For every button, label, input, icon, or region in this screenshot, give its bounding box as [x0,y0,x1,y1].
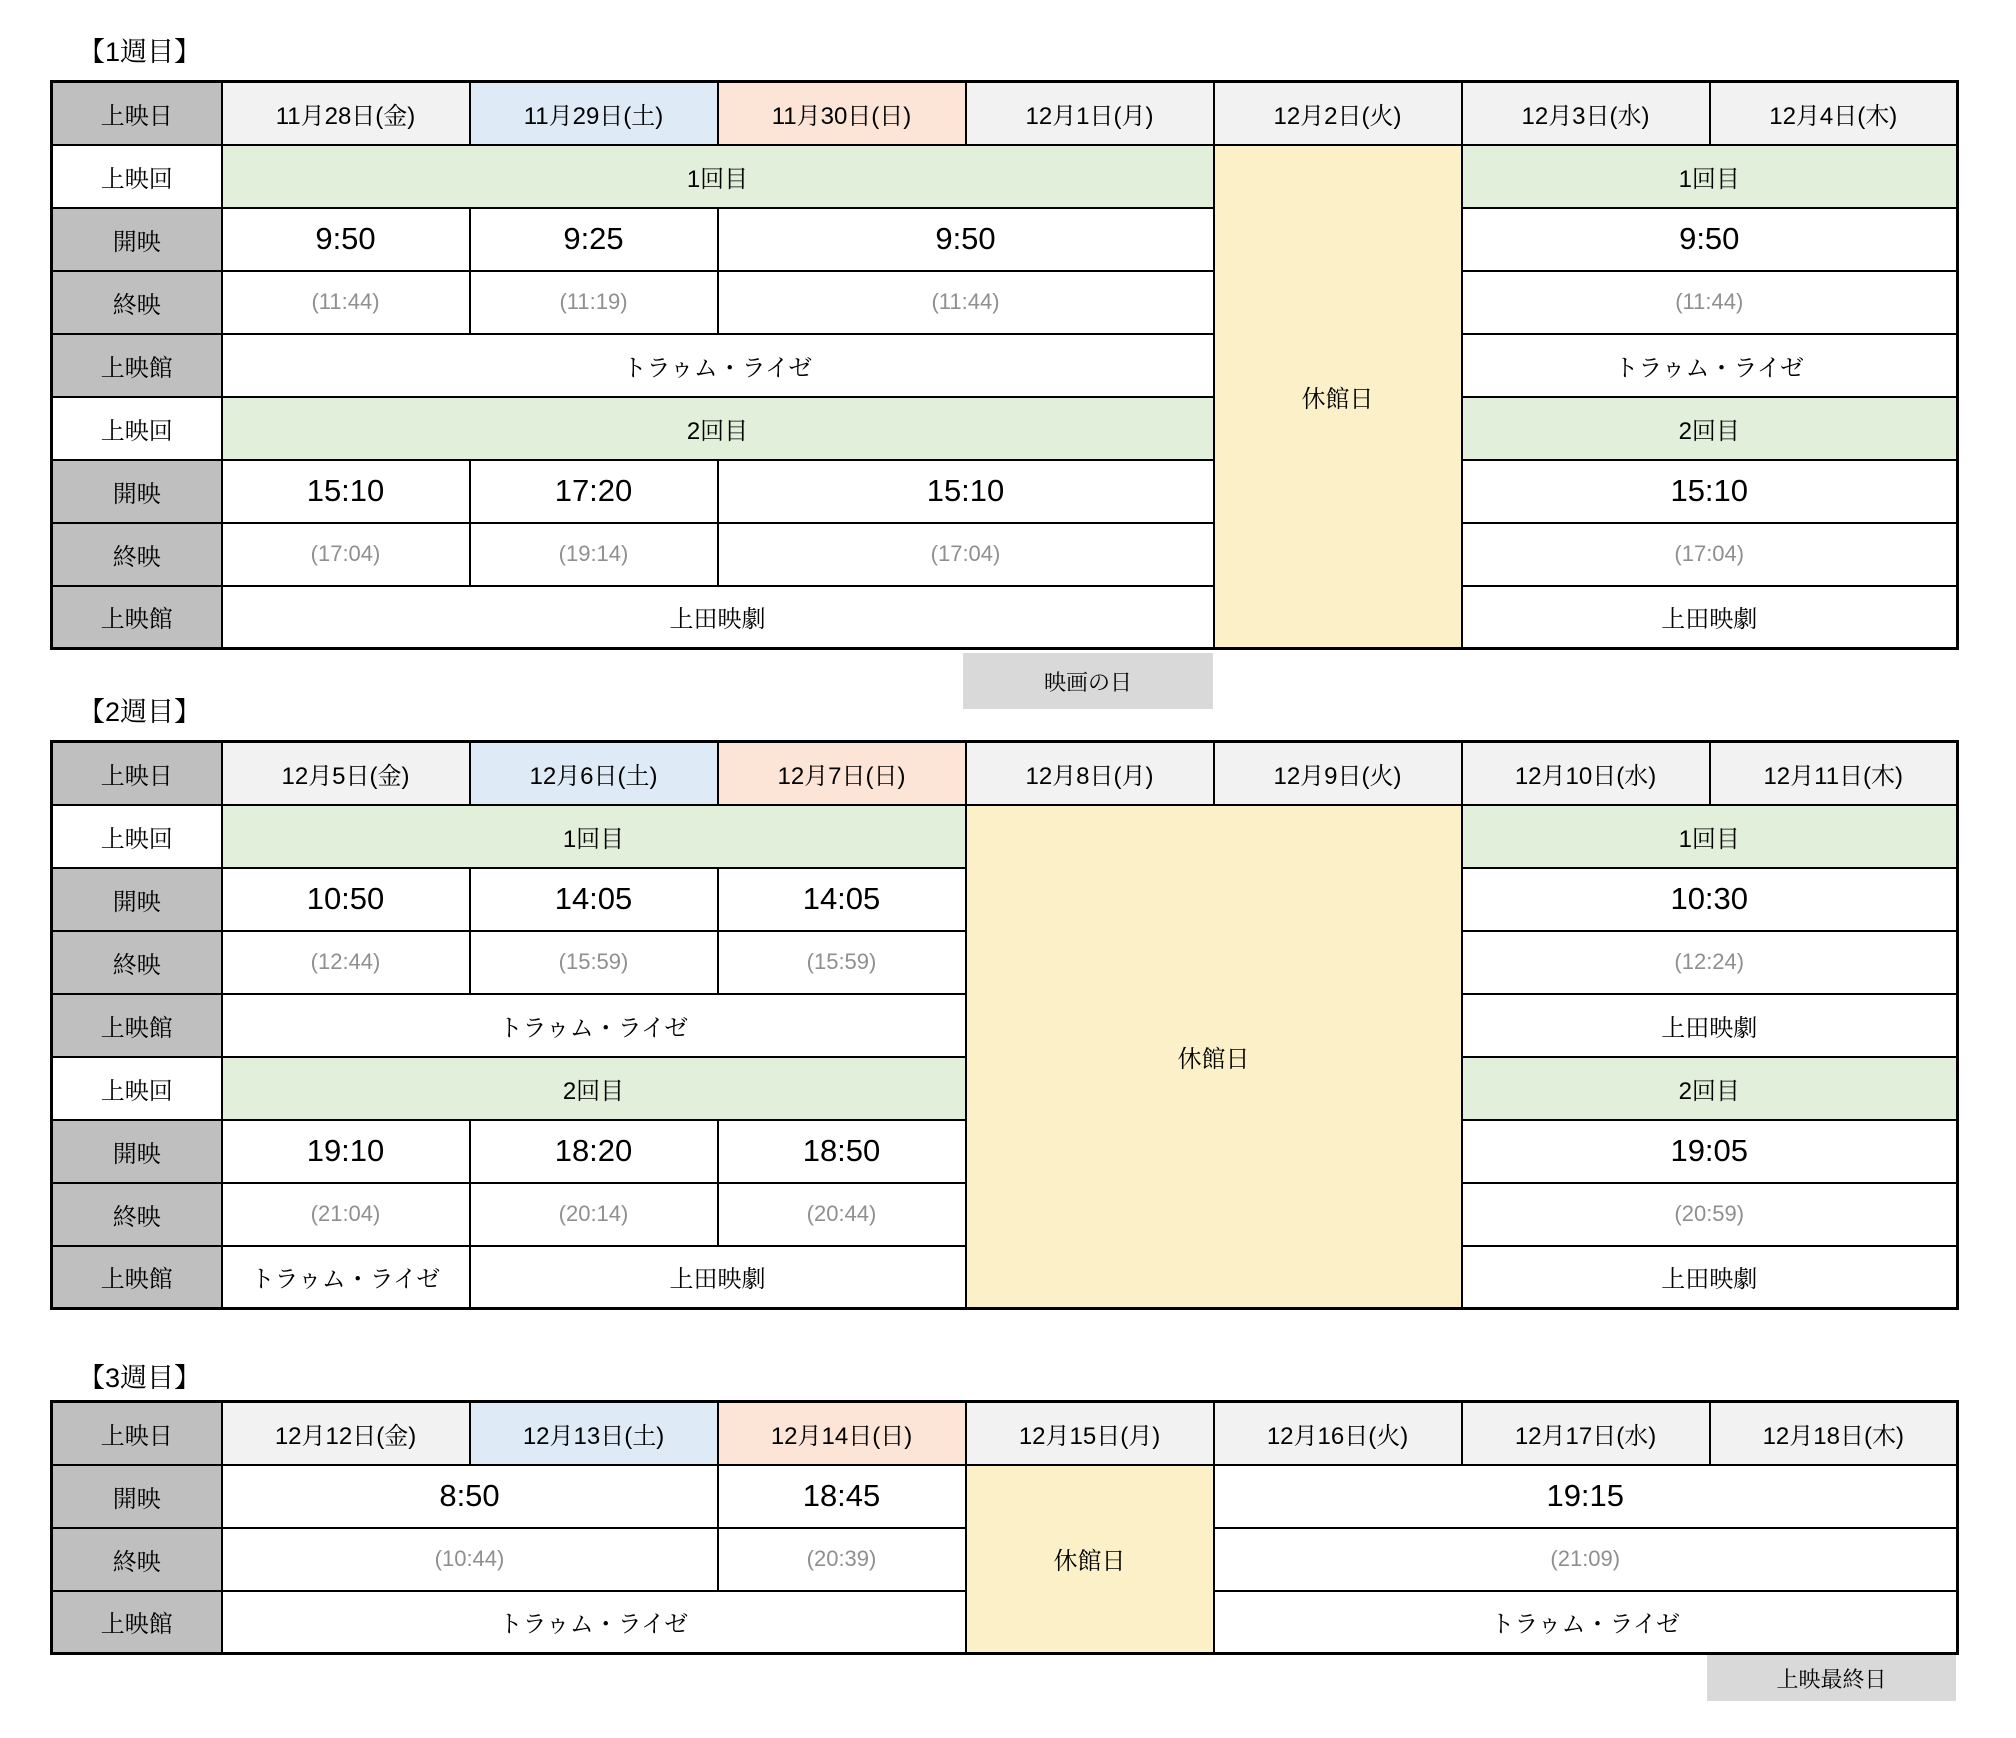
w3-date-fri: 12月12日(金) [222,1402,470,1465]
w1-r1-end-fri: (11:44) [222,271,470,334]
w3-venue-left: トラゥム・ライゼ [222,1591,966,1654]
week3-label: 【3週目】 [78,1363,202,1393]
row-label-round: 上映回 [52,1057,222,1120]
table-row [52,397,1958,460]
w2-date-tue: 12月9日(火) [1214,742,1462,805]
w2-r2-end-wedthu: (20:59) [1462,1183,1958,1246]
w2-date-sat: 12月6日(土) [470,742,718,805]
w1-round2-left: 2回目 [222,397,1214,460]
w3-closed-day-cell: 休館日 [966,1465,1214,1654]
w2-r1-end-sun: (15:59) [718,931,966,994]
w2-round1-left: 1回目 [222,805,966,868]
week1-label: 【1週目】 [78,37,202,67]
w2-closed-day-cell: 休館日 [966,805,1462,1309]
row-label-venue: 上映館 [52,334,222,397]
week2-label: 【2週目】 [78,697,202,727]
w3-date-sat: 12月13日(土) [470,1402,718,1465]
w1-date-sun: 11月30日(日) [718,82,966,145]
w1-r1-start-sunmon: 9:50 [718,208,1214,271]
w1-date-mon: 12月1日(月) [966,82,1214,145]
w1-r1-start-fri: 9:50 [222,208,470,271]
w1-r2-venue-left: 上田映劇 [222,586,1214,649]
table-row [52,334,1958,397]
w2-round2-right: 2回目 [1462,1057,1958,1120]
table-row [52,271,1958,334]
w3-venue-right: トラゥム・ライゼ [1214,1591,1958,1654]
w2-r2-start-fri: 19:10 [222,1120,470,1183]
row-label-end: 終映 [52,523,222,586]
w2-r1-venue-right: 上田映劇 [1462,994,1958,1057]
w1-closed-day-cell: 休館日 [1214,145,1462,649]
w1-r1-end-sat: (11:19) [470,271,718,334]
w3-date-mon: 12月15日(月) [966,1402,1214,1465]
w1-r1-start-wedthu: 9:50 [1462,208,1958,271]
row-label-venue: 上映館 [52,1591,222,1654]
w3-end-frisat: (10:44) [222,1528,718,1591]
w1-r1-end-wedthu: (11:44) [1462,271,1958,334]
w3-date-tue: 12月16日(火) [1214,1402,1462,1465]
w2-r1-start-sun: 14:05 [718,868,966,931]
w1-round1-right: 1回目 [1462,145,1958,208]
week2-table [50,740,1959,1310]
row-label-end: 終映 [52,271,222,334]
table-row [52,1402,1958,1465]
w2-r1-end-fri: (12:44) [222,931,470,994]
w1-r2-end-fri: (17:04) [222,523,470,586]
w1-date-sat: 11月29日(土) [470,82,718,145]
w2-date-wed: 12月10日(水) [1462,742,1710,805]
row-label-start: 開映 [52,1465,222,1528]
w2-r2-end-fri: (21:04) [222,1183,470,1246]
w2-r2-venue-fri: トラゥム・ライゼ [222,1246,470,1309]
w2-r2-venue-satsun: 上田映劇 [470,1246,966,1309]
row-label-end: 終映 [52,1528,222,1591]
table-row [52,208,1958,271]
row-label-start: 開映 [52,868,222,931]
w1-r1-venue-left: トラゥム・ライゼ [222,334,1214,397]
week3-table [50,1400,1959,1655]
w1-r1-start-sat: 9:25 [470,208,718,271]
row-label-venue: 上映館 [52,1246,222,1309]
row-label-start: 開映 [52,460,222,523]
w2-r2-end-sun: (20:44) [718,1183,966,1246]
w3-start-tuewedthu: 19:15 [1214,1465,1958,1528]
last-day-note: 上映最終日 [1707,1655,1956,1701]
table-row [52,1465,1958,1528]
row-label-end: 終映 [52,1183,222,1246]
w2-r1-venue-left: トラゥム・ライゼ [222,994,966,1057]
w3-date-thu: 12月18日(木) [1710,1402,1958,1465]
w1-date-tue: 12月2日(火) [1214,82,1462,145]
row-label-start: 開映 [52,1120,222,1183]
movie-day-note: 映画の日 [963,653,1213,709]
w1-r2-end-sunmon: (17:04) [718,523,1214,586]
w2-r1-end-sat: (15:59) [470,931,718,994]
table-row [52,742,1958,805]
w2-r2-venue-right: 上田映劇 [1462,1246,1958,1309]
w2-r2-end-sat: (20:14) [470,1183,718,1246]
w1-round2-right: 2回目 [1462,397,1958,460]
w1-r2-start-sat: 17:20 [470,460,718,523]
w1-r2-start-sunmon: 15:10 [718,460,1214,523]
w2-r2-start-sun: 18:50 [718,1120,966,1183]
w3-date-sun: 12月14日(日) [718,1402,966,1465]
w2-r1-start-sat: 14:05 [470,868,718,931]
w3-start-sun: 18:45 [718,1465,966,1528]
row-label-date: 上映日 [52,742,222,805]
row-label-date: 上映日 [52,82,222,145]
w3-end-sun: (20:39) [718,1528,966,1591]
w2-date-thu: 12月11日(木) [1710,742,1958,805]
table-row [52,145,1958,208]
w1-date-fri: 11月28日(金) [222,82,470,145]
w1-r1-venue-right: トラゥム・ライゼ [1462,334,1958,397]
w2-r1-start-wedthu: 10:30 [1462,868,1958,931]
w2-date-mon: 12月8日(月) [966,742,1214,805]
w1-round1-left: 1回目 [222,145,1214,208]
row-label-venue: 上映館 [52,586,222,649]
row-label-start: 開映 [52,208,222,271]
row-label-venue: 上映館 [52,994,222,1057]
w1-date-thu: 12月4日(木) [1710,82,1958,145]
row-label-round: 上映回 [52,805,222,868]
w2-date-sun: 12月7日(日) [718,742,966,805]
w2-r1-end-wedthu: (12:24) [1462,931,1958,994]
table-row [52,460,1958,523]
w1-r1-end-sunmon: (11:44) [718,271,1214,334]
w3-start-frisat: 8:50 [222,1465,718,1528]
w1-r2-start-fri: 15:10 [222,460,470,523]
w2-round2-left: 2回目 [222,1057,966,1120]
w3-end-tuewedthu: (21:09) [1214,1528,1958,1591]
table-row [52,805,1958,868]
row-label-date: 上映日 [52,1402,222,1465]
w1-r2-start-wedthu: 15:10 [1462,460,1958,523]
row-label-end: 終映 [52,931,222,994]
row-label-round: 上映回 [52,397,222,460]
row-label-round: 上映回 [52,145,222,208]
w2-round1-right: 1回目 [1462,805,1958,868]
w3-date-wed: 12月17日(水) [1462,1402,1710,1465]
w1-r2-end-wedthu: (17:04) [1462,523,1958,586]
w1-r2-end-sat: (19:14) [470,523,718,586]
w2-r2-start-wedthu: 19:05 [1462,1120,1958,1183]
w2-r1-start-fri: 10:50 [222,868,470,931]
table-row [52,586,1958,649]
table-row [52,523,1958,586]
table-row [52,82,1958,145]
w1-r2-venue-right: 上田映劇 [1462,586,1958,649]
w1-date-wed: 12月3日(水) [1462,82,1710,145]
w2-date-fri: 12月5日(金) [222,742,470,805]
week1-table [50,80,1959,650]
w2-r2-start-sat: 18:20 [470,1120,718,1183]
